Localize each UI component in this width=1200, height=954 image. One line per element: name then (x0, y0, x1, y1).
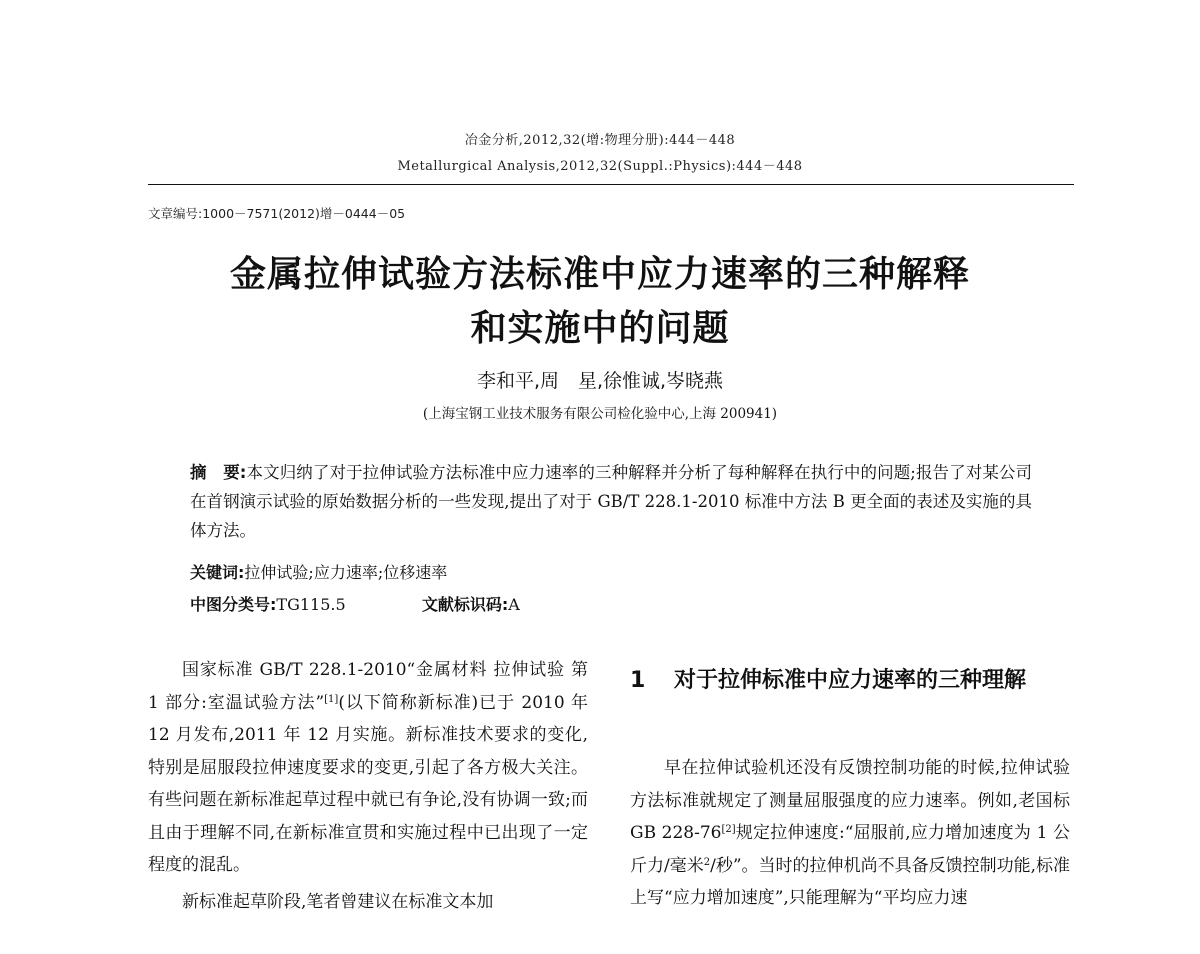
right-p1-text-a: 早在拉伸试验机还没有反馈控制功能的时候,拉伸试验方法标准就规定了测量屈服强度的应力速率。例如,老国标 GB 228-76 (630, 758, 1070, 843)
keywords: 关键词:拉伸试验;应力速率;位移速率 (190, 563, 448, 582)
authors: 李和平,周 星,徐惟诚,岑晓燕 (476, 370, 724, 392)
abstract-label: 摘 要 (190, 463, 240, 482)
left-paragraph-1 (148, 654, 588, 882)
right-paragraph-1 (630, 752, 1070, 915)
journal-header-en: Metallurgical Analysis,2012,32(Suppl.:Physics):444－448 (397, 159, 803, 174)
right-column (630, 752, 1070, 915)
header-rule (148, 184, 1074, 185)
keywords-label: 关键词 (190, 563, 239, 582)
left-column (148, 654, 588, 918)
doc-code-label: 文献标识码 (421, 595, 502, 614)
left-p1-text-b: (以下简称新标准)已于 2010 年 12 月发布,2011 年 12 月实施。新标准技术要求的变化,特别是屈服段拉伸速度要求的变更,引起了各方极大关注。有些问题在新标准起草过程中就已有争论,没有协调一致;而且由于理解不同,在新标准宣贯和实施过程中已出现了一定程度的混乱。 (148, 692, 588, 875)
title-line-1: 金属拉伸试验方法标准中应力速率的三种解释 (229, 254, 970, 295)
section-title: 对于拉伸标准中应力速率的三种理解 (674, 668, 1027, 693)
classification: 中图分类号:TG115.5 文献标识码:A (190, 595, 520, 614)
right-p1-text-c: /秒”。当时的拉伸机尚不具备反馈控制功能,标准上写“应力增加速度”,只能理解为“平均应力速 (630, 855, 1070, 908)
right-p1-text-b: 规定拉伸速度:“屈服前,应力增加速度为 1 公斤力/毫米 (630, 823, 1070, 876)
journal-header-cn: 冶金分析,2012,32(增:物理分册):444－448 (464, 133, 736, 148)
left-paragraph-2: 新标准起草阶段,笔者曾建议在标准文本加 (182, 891, 494, 912)
abstract: 摘 要:本文归纳了对于拉伸试验方法标准中应力速率的三种解释并分析了每种解释在执行中的问题;报告了对某公司在首钢演示试验的原始数据分析的一些发现,提出了对于 GB/T 228.1-2010 标准中方法 B 更全面的表述及实施的具体方法。 (190, 463, 1033, 540)
clc-label: 中图分类号 (190, 595, 271, 614)
citation-1: [1] (324, 693, 339, 705)
citation-2: [2] (721, 824, 736, 835)
title-line-2: 和实施中的问题 (470, 308, 730, 349)
abstract-text: 本文归纳了对于拉伸试验方法标准中应力速率的三种解释并分析了每种解释在执行中的问题;报告了对某公司在首钢演示试验的原始数据分析的一些发现,提出了对于 GB/T 228.1-2010 标准中方法 B 更全面的表述及实施的具体方法。 (190, 463, 1033, 540)
clc-value: TG115.5 (276, 595, 346, 614)
section-1-heading (630, 662, 1070, 699)
article-number: 文章编号:1000－7571(2012)增－0444－05 (148, 206, 406, 221)
doc-code-value: A (508, 595, 520, 614)
section-number: 1 (630, 668, 646, 693)
left-p1-text-a: 国家标准 GB/T 228.1-2010“金属材料 拉伸试验 第 1 部分:室温试验方法” (148, 660, 588, 713)
superscript-2: 2 (703, 856, 711, 868)
keywords-text: 拉伸试验;应力速率;位移速率 (244, 563, 448, 582)
affiliation: (上海宝钢工业技术服务有限公司检化验中心,上海 200941) (422, 406, 778, 422)
